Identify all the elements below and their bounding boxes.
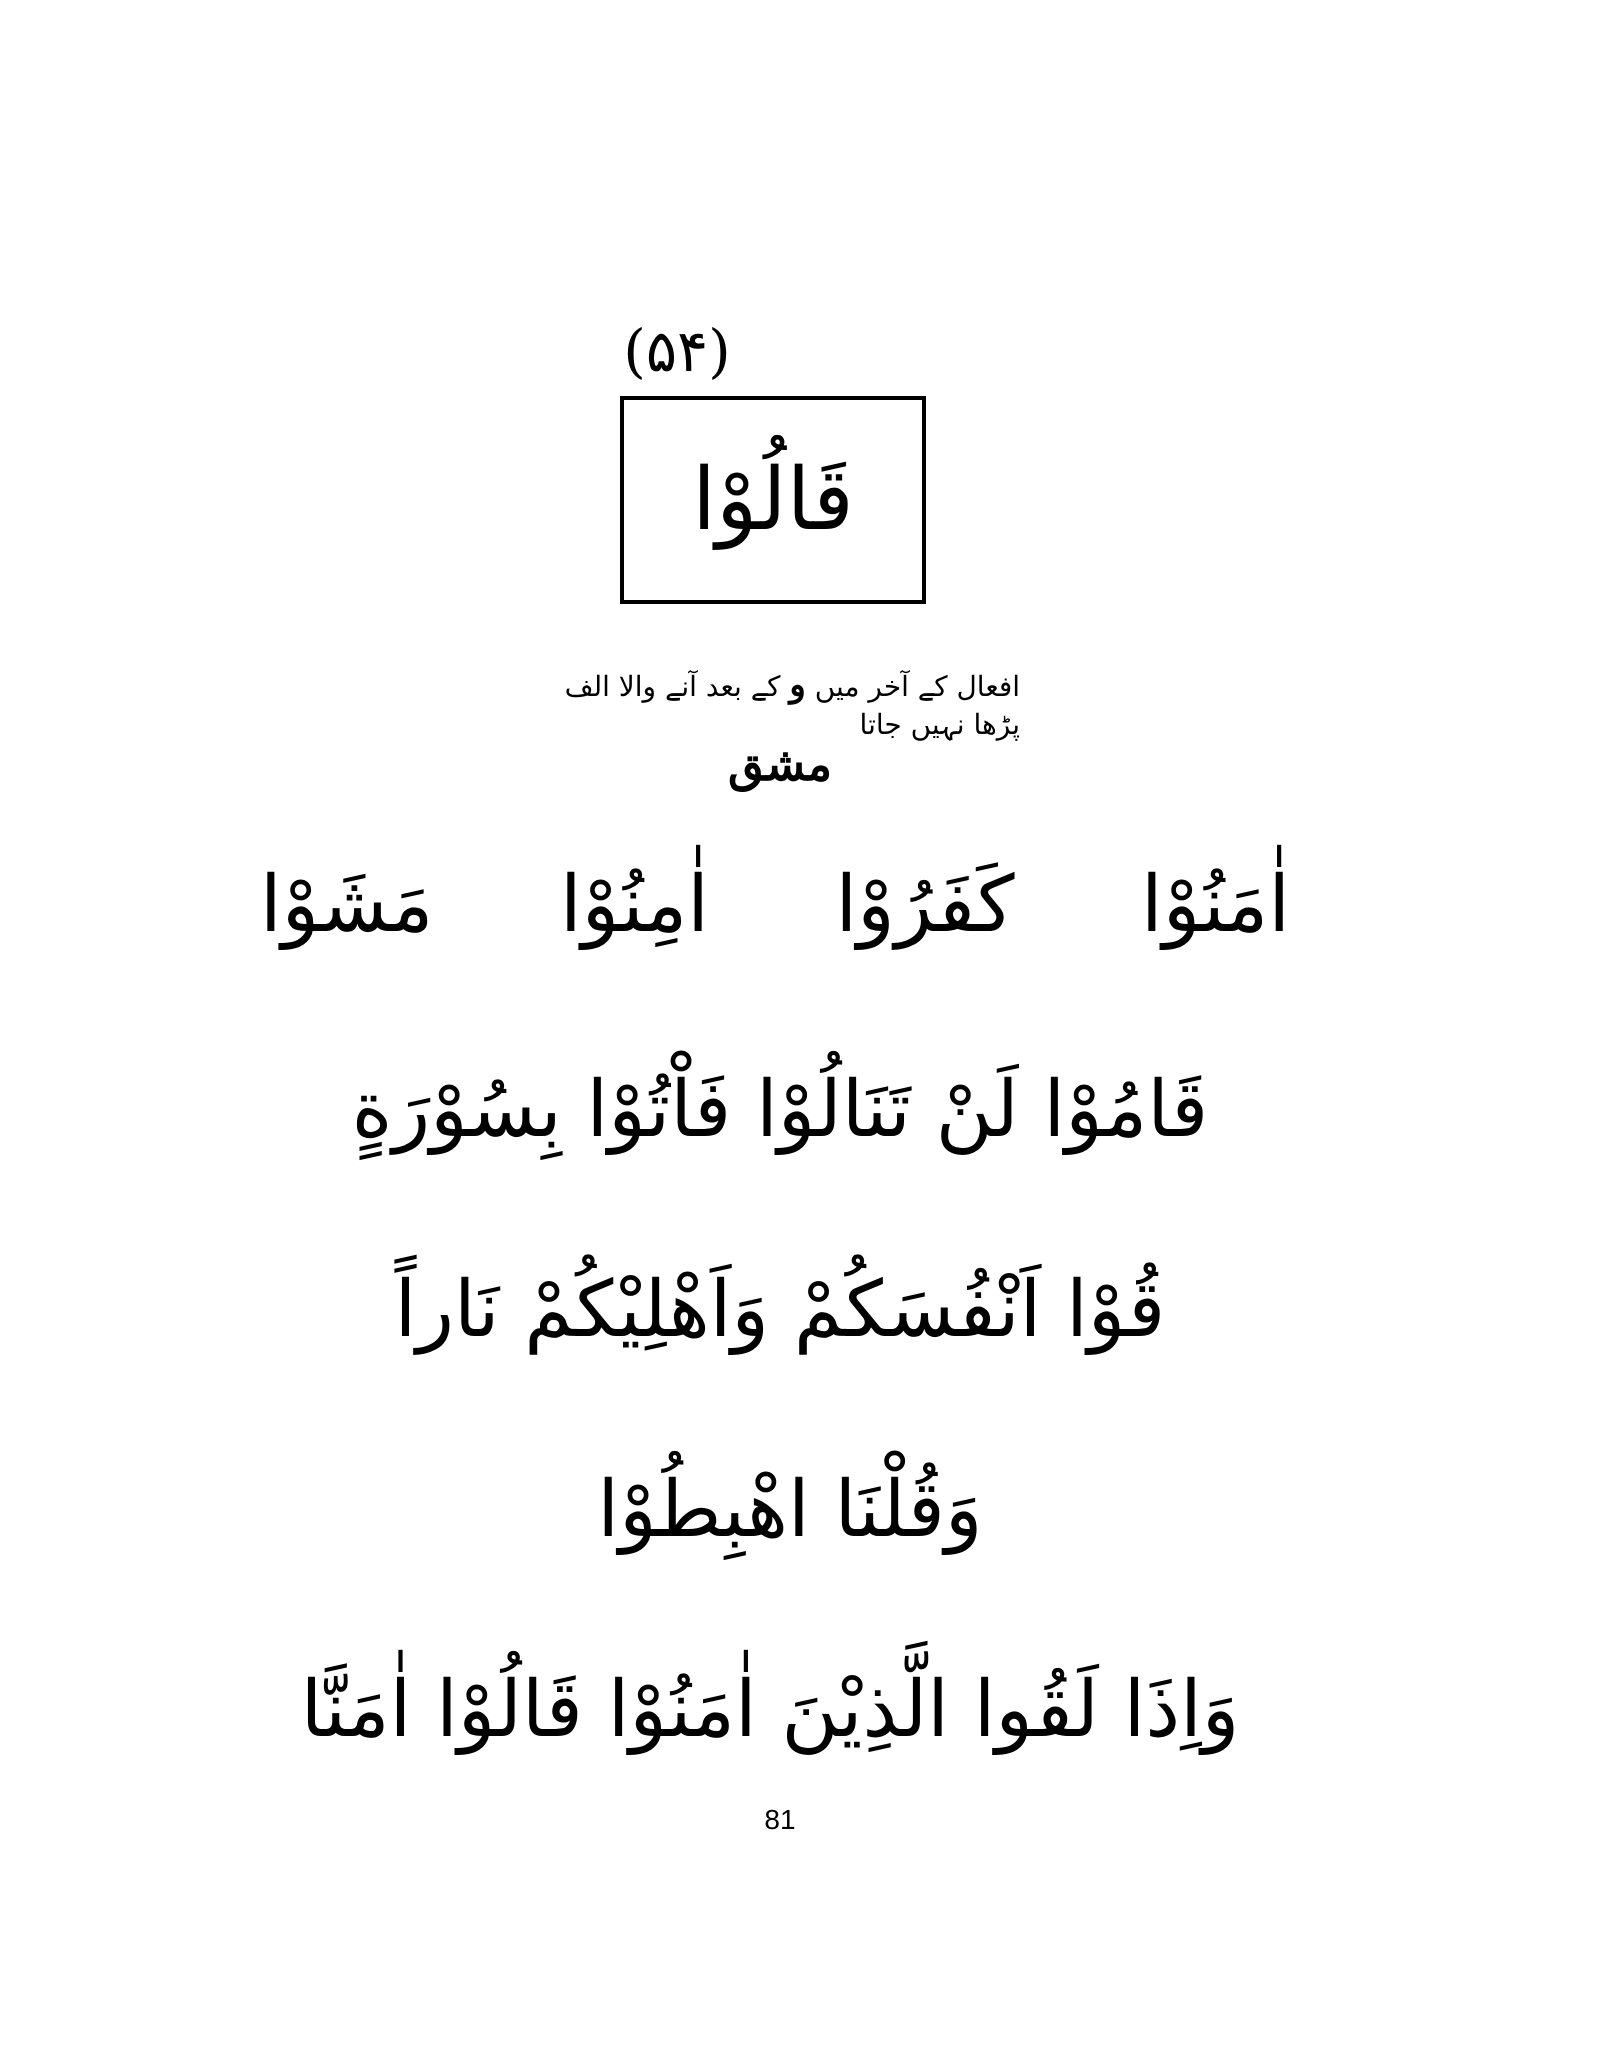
exercise-word: اٰمَنُوْا xyxy=(1141,860,1290,950)
exercise-heading: مشق xyxy=(727,737,833,791)
title-word: قَالُوْا xyxy=(692,450,854,550)
instruction-after: کے بعد آنے والا الف پڑھا نہیں جاتا xyxy=(564,670,1020,741)
exercise-word: مَشَوْا xyxy=(260,860,434,950)
lesson-number: (۵۴) xyxy=(623,317,731,385)
title-box xyxy=(620,396,926,604)
exercise-row-1 xyxy=(260,855,1290,955)
exercise-word: کَفَرُوْا xyxy=(835,860,1015,950)
exercise-row-4: وَقُلْنَا اهْبِطُوْا xyxy=(597,1465,983,1555)
exercise-row-5: وَاِذَا لَقُوا الَّذِيْنَ اٰمَنُوْا قَالُوْا اٰمَنَّا xyxy=(300,1665,1240,1755)
instruction-before: افعال کے آخر میں xyxy=(814,670,1020,703)
instruction-letter: و xyxy=(789,665,806,705)
exercise-word: اٰمِنُوْا xyxy=(559,860,709,950)
exercise-row-2: قَامُوْا لَنْ تَنَالُوْا فَاْتُوْا بِسُوْرَةٍ xyxy=(351,1065,1209,1155)
exercise-row-3: قُوْا اَنْفُسَکُمْ وَاَهْلِيْکُمْ نَاراً xyxy=(394,1265,1166,1355)
page-number: 81 xyxy=(764,1804,796,1835)
